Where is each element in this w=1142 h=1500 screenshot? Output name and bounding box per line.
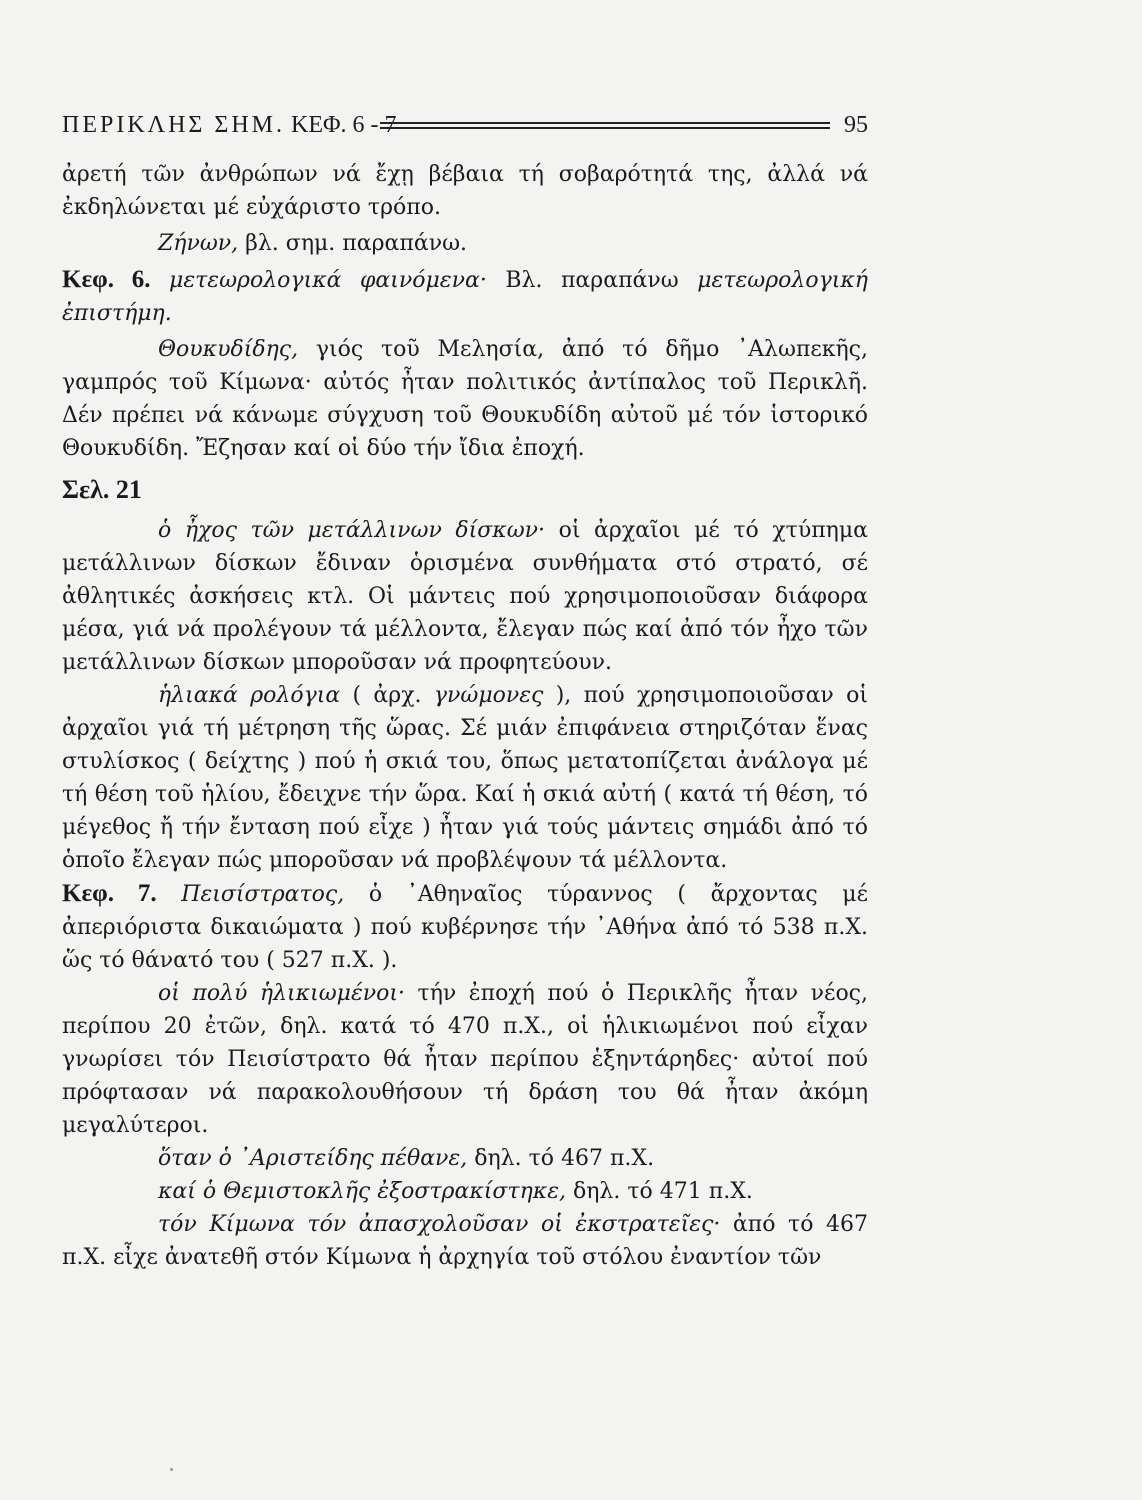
note-text: δηλ. τό 471 π.Χ. bbox=[566, 1179, 753, 1204]
note-themistocles bbox=[62, 1175, 868, 1208]
term: γνώμονες bbox=[433, 683, 544, 708]
note-text: βλ. σημ. παραπάνω. bbox=[238, 231, 468, 256]
term: μετεωρολογική ἐπιστήμη. bbox=[62, 268, 868, 326]
running-head-title: ΠΕΡΙΚΛΗΣ ΣΗΜ. bbox=[62, 112, 286, 138]
note-chapter-6 bbox=[62, 263, 868, 330]
term: μετεωρολογικά φαινόμενα· bbox=[150, 268, 487, 293]
note-aristides bbox=[62, 1142, 868, 1175]
note-cimon bbox=[62, 1208, 868, 1274]
chapter-label: Κεφ. 7. bbox=[62, 880, 157, 907]
note-sundials bbox=[62, 679, 868, 877]
term: τόν Κίμωνα τόν ἀπασχολοῦσαν οἱ ἐκστρατεῖες· bbox=[158, 1212, 721, 1237]
note-text: ἀπό τό 467 π.Χ. εἶχε ἀνατεθῆ στόν Κίμωνα ἡ ἀρχηγία τοῦ στόλου ἐναντίον τῶν bbox=[62, 1212, 868, 1270]
note-thucydides bbox=[62, 333, 868, 465]
note-text: ὁ ᾽Αθηναῖος τύραννος ( ἄρχοντας μέ ἀπεριόριστα δικαιώματα ) πού κυβέρνησε τήν ᾽Αθήνα ἀπό τό 538 π.Χ. ὥς τό θάνατό του ( 527 π.Χ. ). bbox=[62, 882, 868, 973]
note-text: δηλ. τό 467 π.Χ. bbox=[467, 1146, 655, 1171]
note-text: οἱ ἀρχαῖοι μέ τό χτύπημα μετάλλινων δίσκων ἔδιναν ὁρισμένα συνθήματα στό στρατό, σέ ἀθλητικές ἀσκήσεις κτλ. Οἱ μάντεις πού χρησιμοποιοῦσαν διάφορα μέσα, γιά νά προλέγουν τά μέλλοντα, ἔλεγαν πώς καί ἀπό τόν ἦχο τῶν μετάλλινων δίσκων μποροῦσαν νά προφητεύουν. bbox=[62, 518, 869, 675]
note-zenon bbox=[62, 227, 868, 260]
term: οἱ πολύ ἡλικιωμένοι· bbox=[158, 981, 406, 1006]
note-chapter-7 bbox=[62, 877, 868, 977]
note-text: τήν ἐποχή πού ὁ Περικλῆς ἦταν νέος, περίπου 20 ἐτῶν, δηλ. κατά τό 470 π.Χ., οἱ ἡλικιωμένοι πού εἶχαν γνωρίσει τόν Πεισίστρατο θά ἦταν περίπου ἑξηντάρηδες· αὐτοί πού πρόφτασαν νά παρακολουθήσουν τή δράση του θά ἦταν ἀκόμη μεγαλύτεροι. bbox=[62, 981, 868, 1138]
page-number: 95 bbox=[844, 112, 868, 138]
header-rule bbox=[380, 122, 830, 129]
print-speck bbox=[170, 1468, 173, 1471]
chapter-label: Κεφ. 6. bbox=[62, 266, 151, 293]
term: Πεισίστρατος, bbox=[156, 882, 345, 907]
running-head bbox=[62, 112, 397, 139]
term: ὅταν ὁ ᾽Αριστείδης πέθανε, bbox=[158, 1146, 468, 1171]
chapter-reference: ΚΕΦ. 6 - 7 bbox=[291, 112, 397, 138]
term: Ζήνων, bbox=[158, 231, 239, 256]
body-text bbox=[62, 158, 868, 1274]
paragraph-continuation: ἀρετή τῶν ἀνθρώπων νά ἔχῃ βέβαια τή σοβαρότητά της, ἀλλά νά ἐκδηλώνεται μέ εὐχάριστο τρόπο. bbox=[62, 162, 868, 220]
page-header bbox=[62, 112, 868, 148]
note-elderly bbox=[62, 977, 868, 1142]
term: καί ὁ Θεμιστοκλῆς ἐξοστρακίστηκε, bbox=[158, 1179, 566, 1204]
note-metal-discs bbox=[62, 514, 868, 679]
note-text: ), πού χρησιμοποιοῦσαν οἱ ἀρχαῖοι γιά τή μέτρηση τῆς ὥρας. Σέ μιάν ἐπιφάνεια στηριζόταν ἕνας στυλίσκος ( δείχτης ) πού ἡ σκιά του, ὅπως μετατοπίζεται ἀνάλογα μέ τή θέση τοῦ ἡλίου, ἔδειχνε τήν ὥρα. Καί ἡ σκιά αὐτή ( κατά τή θέση, τό μέγεθος ἤ τήν ἔνταση πού εἶχε ) ἦταν γιά τούς μάντεις σημάδι ἀπό τό ὁποῖο ἔλεγαν πώς μποροῦσαν νά προβλέψουν τά μέλλοντα. bbox=[62, 683, 868, 873]
term: ἡλιακά ρολόγια bbox=[158, 683, 341, 708]
term: ὁ ἦχος τῶν μετάλλινων δίσκων· bbox=[158, 518, 546, 543]
note-text: γιός τοῦ Μελησία, ἀπό τό δῆμο ᾽Αλωπεκῆς, γαμπρός τοῦ Κίμωνα· αὐτός ἦταν πολιτικός ἀντίπαλος τοῦ Περικλῆ. Δέν πρέπει νά κάνωμε σύγχυση τοῦ Θουκυδίδη αὐτοῦ μέ τόν ἱστορικό Θουκυδίδη. Ἔζησαν καί οἱ δύο τήν ἴδια ἐποχή. bbox=[62, 337, 868, 461]
note-text: Βλ. παραπάνω bbox=[486, 268, 698, 293]
term: Θουκυδίδης, bbox=[158, 337, 299, 362]
section-label: Σελ. 21 bbox=[62, 475, 142, 504]
note-text: ( ἀρχ. bbox=[340, 683, 434, 708]
